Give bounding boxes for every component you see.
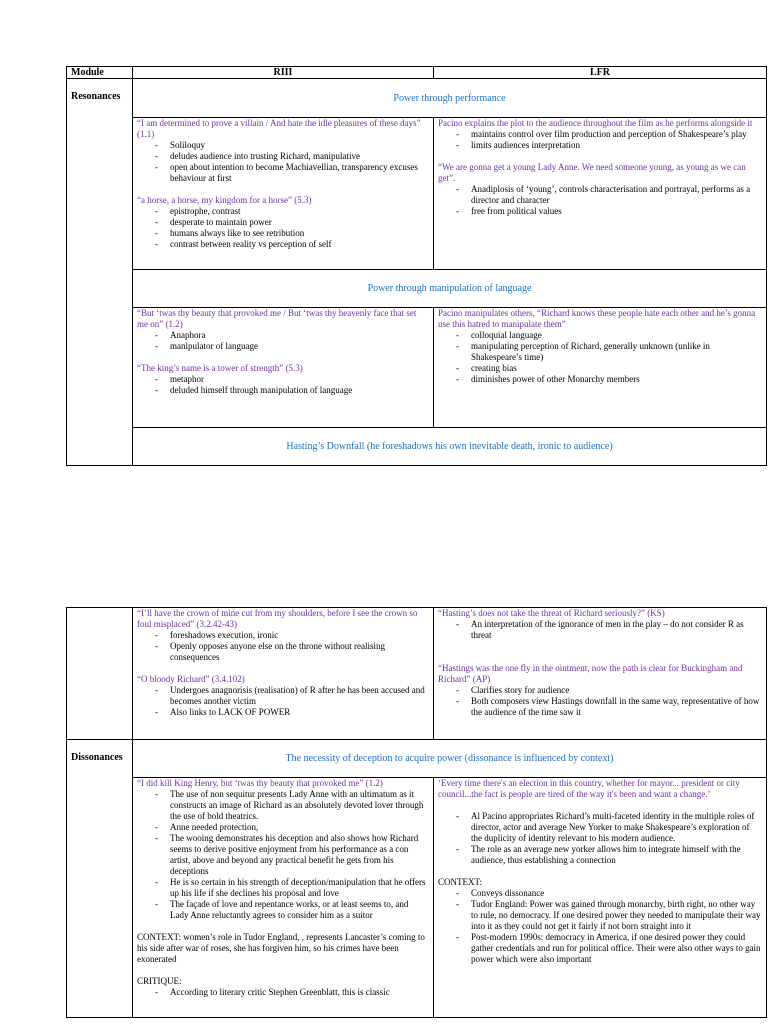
list-item: - Tudor England: Power was gained through monarchy, birth right, no other way to rule, no democracy. If one desired power they needed to manipulate their way into it as they could not get it fairly if not born straight into it [438,899,762,932]
riii-cell-language [133,308,434,428]
list-item: - maintains control over film production and perception of Shakespeare’s play [438,129,762,140]
riii-points-beauty [137,330,429,352]
section-title-performance: Power through performance [133,79,767,118]
header-module: Module [67,67,133,79]
riii-points-bloody-richard [137,685,429,718]
list-item: - colloquial language [438,330,762,341]
module-table-bottom [66,607,767,1018]
riii-critique-heading: CRITIQUE: [137,976,182,986]
list-item: - desperate to maintain power [137,217,429,228]
lfr-cell-performance [434,118,767,270]
section-title-language: Power through manipulation of language [133,270,767,308]
lfr-points-fly [438,685,762,718]
list-item: - Openly opposes anyone else on the throne without realising consequences [137,641,429,663]
riii-points-villain [137,140,429,184]
lfr-points-plot [438,129,762,151]
riii-quote-bloody-richard: “O bloody Richard” (3.4.102) [137,674,245,684]
list-item: - deluded himself through manipulation of language [137,385,429,396]
list-item: - The façade of love and repentance works, or at least seems to, and Lady Anne reluctantly agrees to consider him as a suitor [137,899,429,921]
list-item: - The wooing demonstrates his deception and also shows how Richard seems to derive positive enjoyment from his performance as a con artist, above and beyond any practical benefit he gets from his deceptions [137,833,429,877]
riii-context: CONTEXT: women’s role in Tudor England, , represents Lancaster’s coming to his side after war of roses, she has forgiven him, so his crimes have been exonerated [137,932,425,964]
list-item: - epistrophe, contrast [137,206,429,217]
riii-quote-horse: “a horse, a horse, my kingdom for a horse” (5.3) [137,195,312,205]
riii-quote-beauty: “But ‘twas thy beauty that provoked me / But ‘twas thy heavenly face that set me on” (1.2) [137,308,417,329]
list-item: - Anne needed protection, [137,822,429,833]
riii-critique-points [137,987,429,998]
riii-quote-tower: “The king’s name is a tower of strength” (5.3) [137,363,303,373]
lfr-quote-young-anne: “We are gonna get a young Lady Anne. We need someone young, as young as we can get”. [438,162,746,183]
list-item: - creating bias [438,363,762,374]
list-item: - deludes audience into trusting Richard, manipulative [137,151,429,162]
lfr-quote-threat: “Hasting’s does not take the threat of Richard seriously?” (KS) [438,608,665,618]
riii-quote-crown: “I’ll have the crown of mine cut from my shoulders, before I see the crown so foul misplaced” (3.2.42-43) [137,608,418,629]
lfr-context-points [438,888,762,965]
list-item: - Post-modern 1990s: democracy in America, if one desired power they could gather credentials and run for political office. Their were also other ways to gain power which were also important [438,932,762,965]
section-title-deception: The necessity of deception to acquire power (dissonance is influenced by context) [133,740,767,778]
list-item: - Anaphora [137,330,429,341]
header-lfr: LFR [434,67,767,79]
lfr-cell-hastings [434,608,767,740]
riii-cell-deception [133,778,434,1018]
riii-quote-king-henry: “I did kill King Henry, but ‘twas thy beauty that provoked me” (1.2) [137,778,383,788]
lfr-quote-plot: Pacino explains the plot to the audience throughout the film as he performs alongside it [438,118,753,128]
list-item: - The role as an average new yorker allows him to integrate himself with the audience, thus establishing a connection [438,844,762,866]
lfr-quote-fly: “Hastings was the one fly in the ointment, now the path is clear for Buckingham and Richard” (AP) [438,663,743,684]
lfr-quote-election: ‘Every time there's an election in this country, whether for mayor... president or city council...the fact is people are tired of the way it's been and want a change.’ [438,778,740,799]
list-item: - The use of non sequitur presents Lady Anne with an ultimatum as it constructs an image of Richard as an absolutely devoted lover through the use of bold theatrics. [137,789,429,822]
list-item: - Also links to LACK OF POWER [137,707,429,718]
lfr-cell-deception [434,778,767,1018]
list-item: - Anadiplosis of ‘young’, controls characterisation and portrayal, performs as a director and character [438,184,762,206]
list-item: - An interpretation of the ignorance of men in the play – do not consider R as threat [438,619,762,641]
list-item: - humans always like to see retribution [137,228,429,239]
module-table-top [66,66,767,466]
section-title-hastings: Hasting’s Downfall (he foreshadows his own inevitable death, ironic to audience) [133,428,767,466]
list-item: - open about intention to become Machiavellian, transparency excuses behaviour at first [137,162,429,184]
riii-quote-villain: “I am determined to prove a villain / And hate the idle pleasures of these days” (1.1) [137,118,421,139]
lfr-quote-manipulates: Pacino manipulates others, “Richard knows these people hate each other and he’s gonna use this hatred to manipulate them” [438,308,756,329]
list-item: - free from political values [438,206,762,217]
lfr-points-manipulates [438,330,762,385]
header-riii: RIII [133,67,434,79]
row-label-dissonances: Dissonances [67,740,133,1018]
riii-points-crown [137,630,429,663]
list-item: - According to literary critic Stephen Greenblatt, this is classic [137,987,429,998]
row-label-empty [67,608,133,740]
list-item: - Clarifies story for audience [438,685,762,696]
list-item: - Al Pacino appropriates Richard’s multi-faceted identity in the multiple roles of director, actor and average New Yorker to make Shakespeare’s exploration of the duplicity of identity relevant to his modern audience. [438,811,762,844]
list-item: - foreshadows execution, ironic [137,630,429,641]
lfr-cell-language [434,308,767,428]
riii-points-tower [137,374,429,396]
row-label-resonances: Resonances [67,79,133,466]
list-item: - Conveys dissonance [438,888,762,899]
table-header-row [67,67,767,79]
list-item: - limits audiences interpretation [438,140,762,151]
lfr-context-heading: CONTEXT: [438,877,483,887]
riii-points-horse [137,206,429,250]
list-item: - metaphor [137,374,429,385]
list-item: - Both composers view Hastings downfall in the same way, representative of how the audience of the time saw it [438,696,762,718]
list-item: - He is so certain in his strength of deception/manipulation that he offers up his life if she declines his proposal and love [137,877,429,899]
list-item: - diminishes power of other Monarchy members [438,374,762,385]
lfr-points-election [438,811,762,866]
lfr-points-threat [438,619,762,641]
riii-points-king-henry [137,789,429,921]
lfr-points-young-anne [438,184,762,217]
list-item: - Undergoes anagnorisis (realisation) of R after he has been accused and becomes another victim [137,685,429,707]
riii-cell-hastings [133,608,434,740]
list-item: - manipulator of language [137,341,429,352]
list-item: - Soliloquy [137,140,429,151]
riii-cell-performance [133,118,434,270]
list-item: - manipulating perception of Richard, generally unknown (unlike in Shakespeare’s time) [438,341,762,363]
list-item: - contrast between reality vs perception of self [137,239,429,250]
